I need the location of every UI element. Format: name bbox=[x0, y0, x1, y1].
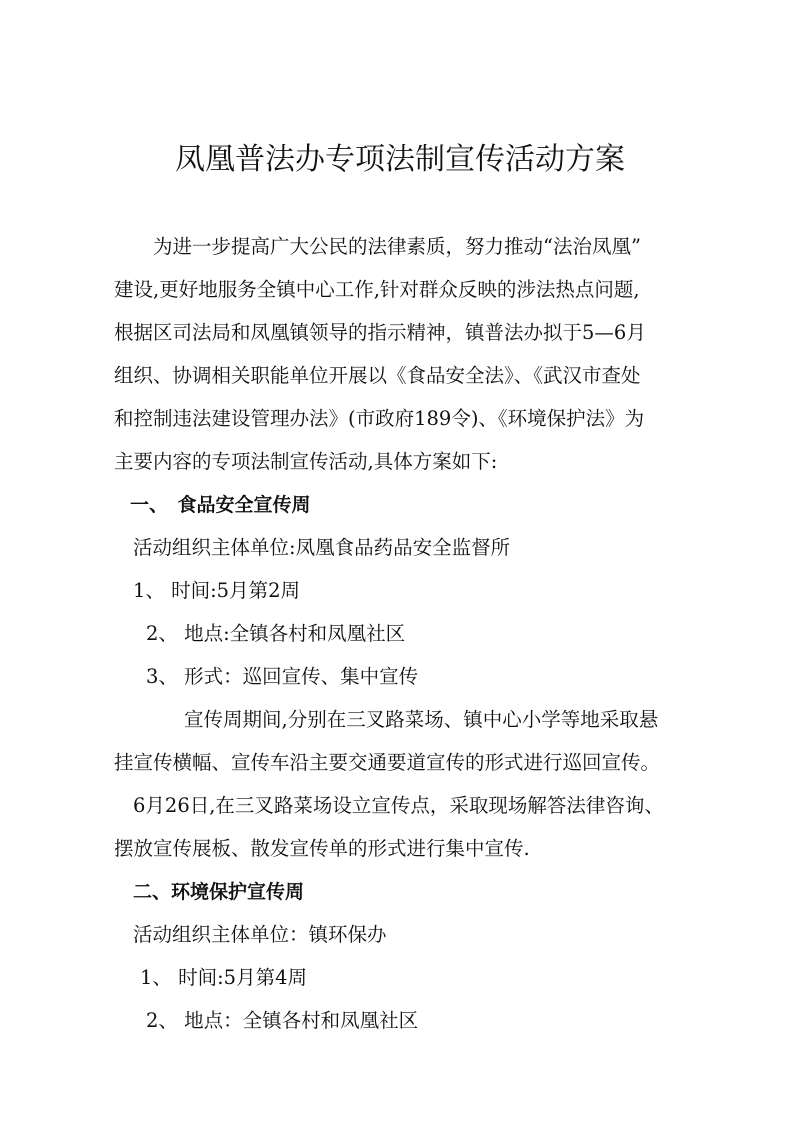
section-1-heading: 一、 食品安全宣传周 bbox=[130, 494, 311, 516]
section-1-body-line-3: 6月26日,在三叉路菜场设立宣传点，采取现场解答法律咨询、 bbox=[133, 794, 664, 817]
section-1-form: 3、 形式：巡回宣传、集中宣传 bbox=[146, 665, 419, 688]
section-1-place: 2、 地点:全镇各村和凤凰社区 bbox=[146, 622, 406, 645]
section-1-organizer: 活动组织主体单位:凤凰食品药品安全监督所 bbox=[133, 536, 511, 559]
section-2-heading: 二、环境保护宣传周 bbox=[133, 881, 305, 903]
section-1-body-line-1: 宣传周期间,分别在三叉路菜场、镇中心小学等地采取悬 bbox=[184, 708, 659, 731]
section-1-body-line-2: 挂宣传横幅、宣传车沿主要交通要道宣传的形式进行巡回宣传。 bbox=[114, 751, 661, 774]
intro-line-3: 根据区司法局和凤凰镇领导的指示精神，镇普法办拟于5—6月 bbox=[114, 321, 646, 344]
section-1-time: 1、 时间:5月第2周 bbox=[133, 579, 300, 602]
section-2-place: 2、 地点：全镇各村和凤凰社区 bbox=[146, 1009, 419, 1032]
section-1-body-line-4: 摆放宣传展板、散发宣传单的形式进行集中宣传. bbox=[114, 837, 530, 860]
intro-line-1: 为进一步提高广大公民的法律素质，努力推动“法治凤凰” bbox=[114, 235, 641, 258]
section-2-time: 1、 时间:5月第4周 bbox=[140, 966, 307, 989]
intro-line-2: 建设,更好地服务全镇中心工作,针对群众反映的涉法热点问题, bbox=[114, 278, 640, 301]
section-2-organizer: 活动组织主体单位：镇环保办 bbox=[133, 923, 387, 946]
intro-line-4: 组织、协调相关职能单位开展以《食品安全法》、《武汉市查处 bbox=[114, 364, 641, 387]
intro-line-6: 主要内容的专项法制宣传活动,具体方案如下: bbox=[114, 450, 498, 473]
document-title: 凤凰普法办专项法制宣传活动方案 bbox=[175, 142, 625, 177]
intro-line-5: 和控制违法建设管理办法》(市政府189令)、《环境保护法》为 bbox=[114, 407, 645, 430]
